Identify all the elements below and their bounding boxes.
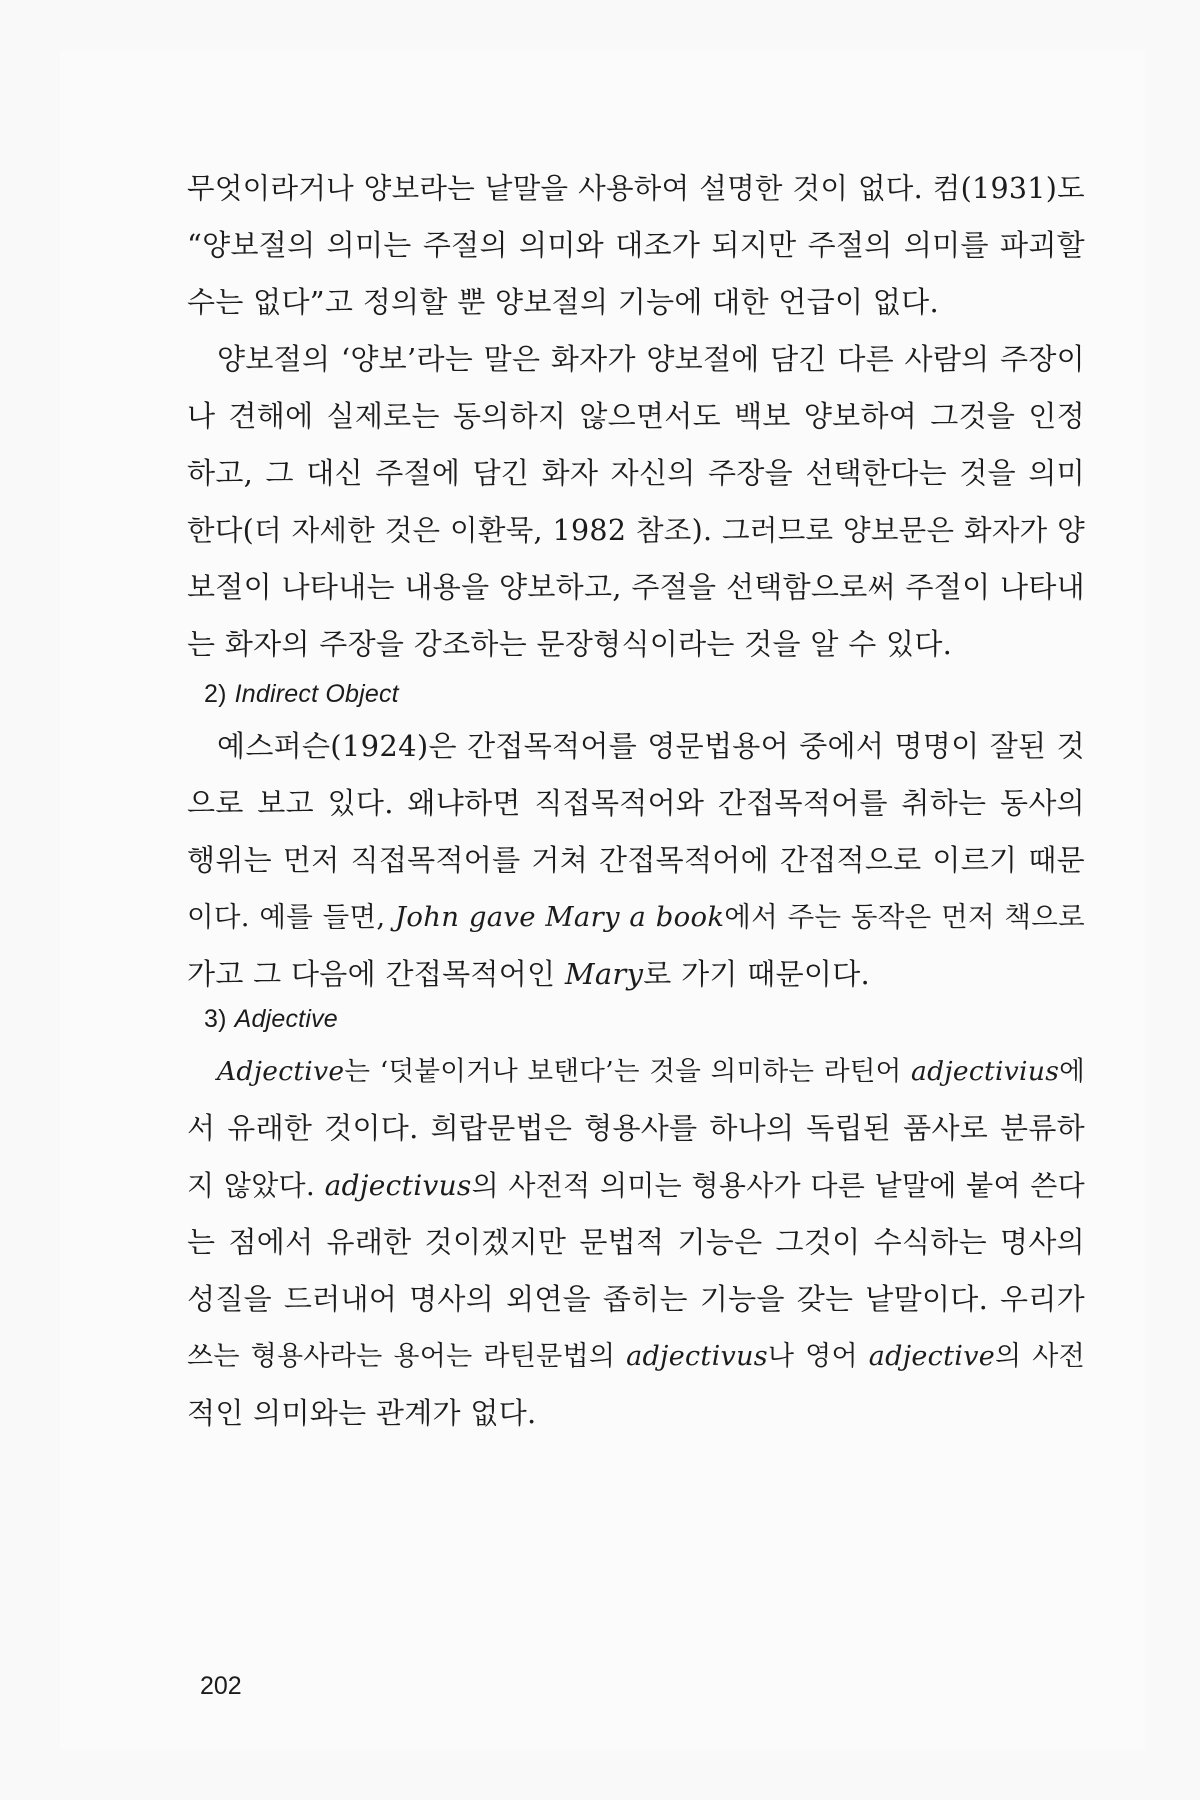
text-span: 이다. 예를 들면, — [187, 901, 396, 933]
term: adjectivus — [626, 1341, 768, 1372]
text-line: 수는 없다”고 정의할 뿐 양보절의 기능에 대한 언급이 없다. — [187, 285, 940, 319]
text-line: 예스퍼슨(1924)은 간접목적어를 영문법용어 중에서 명명이 잘된 것 — [217, 729, 1085, 763]
text-span: 는 ‘덧붙이거나 보탠다’는 것을 의미하는 라틴어 — [344, 1056, 912, 1087]
section-heading-indirect-object — [204, 680, 399, 709]
text-span: 나 영어 — [767, 1341, 869, 1372]
section-title: Indirect Object — [234, 680, 399, 708]
text-line — [187, 1157, 1085, 1214]
text-line: 적인 의미와는 관계가 없다. — [187, 1396, 537, 1430]
text-span: 로 가기 때문이다. — [643, 957, 871, 991]
text-span: 지 않았다. — [187, 1169, 325, 1202]
text-line: 한다(더 자세한 것은 이환묵, 1982 참조). 그러므로 양보문은 화자가 양 — [187, 514, 1085, 547]
text-span: 의 사전 — [995, 1341, 1086, 1372]
example-sentence: John gave Mary a book — [395, 901, 725, 933]
text-line: 보절이 나타내는 내용을 양보하고, 주절을 선택함으로써 주절이 나타내 — [187, 570, 1085, 604]
text-line: 무엇이라거나 양보라는 낱말을 사용하여 설명한 것이 없다. 컴(1931)도 — [187, 172, 1085, 205]
text-span: 에 — [1059, 1056, 1085, 1087]
text-line: “양보절의 의미는 주절의 의미와 대조가 되지만 주절의 의미를 파괴할 — [187, 228, 1085, 262]
text-line: 는 화자의 주장을 강조하는 문장형식이라는 것을 알 수 있다. — [187, 627, 953, 661]
section-number: 2) — [204, 680, 227, 708]
term: adjectivus — [324, 1169, 472, 1202]
section-title: Adjective — [234, 1005, 338, 1033]
text-line: 으로 보고 있다. 왜냐하면 직접목적어와 간접목적어를 취하는 동사의 — [187, 786, 1085, 820]
text-line: 성질을 드러내어 명사의 외연을 좁히는 기능을 갖는 낱말이다. 우리가 — [187, 1282, 1085, 1316]
term: adjective — [868, 1341, 996, 1372]
text-line — [187, 1328, 1085, 1385]
text-span: 에서 주는 동작은 먼저 책으로 — [724, 901, 1086, 933]
section-number: 3) — [204, 1005, 227, 1033]
text-span: 가고 그 다음에 간접목적어인 — [187, 957, 565, 991]
text-line — [187, 1043, 1085, 1100]
term: adjectivius — [911, 1056, 1060, 1087]
text-span: 의 사전적 의미는 형용사가 다른 낱말에 붙여 쓴다 — [471, 1169, 1085, 1202]
paragraph-2 — [187, 331, 1085, 673]
paragraph-indirect-object — [187, 718, 1085, 1003]
term: Adjective — [217, 1056, 345, 1087]
page-number: 202 — [200, 1672, 242, 1700]
paragraph-adjective — [187, 1043, 1085, 1442]
text-line: 는 점에서 유래한 것이겠지만 문법적 기능은 그것이 수식하는 명사의 — [187, 1225, 1085, 1259]
section-heading-adjective — [204, 1005, 338, 1034]
text-line — [187, 946, 1085, 1003]
text-line: 서 유래한 것이다. 희랍문법은 형용사를 하나의 독립된 품사로 분류하 — [187, 1111, 1085, 1145]
paragraph-1 — [187, 160, 1085, 331]
text-line: 양보절의 ‘양보’라는 말은 화자가 양보절에 담긴 다른 사람의 주장이 — [217, 342, 1085, 376]
text-line: 행위는 먼저 직접목적어를 거쳐 간접목적어에 간접적으로 이르기 때문 — [187, 843, 1085, 877]
text-line — [187, 889, 1085, 946]
example-word: Mary — [564, 957, 644, 991]
text-line: 나 견해에 실제로는 동의하지 않으면서도 백보 양보하여 그것을 인정 — [187, 399, 1085, 433]
text-line: 하고, 그 대신 주절에 담긴 화자 자신의 주장을 선택한다는 것을 의미 — [187, 456, 1085, 490]
text-span: 쓰는 형용사라는 용어는 라틴문법의 — [187, 1341, 627, 1372]
